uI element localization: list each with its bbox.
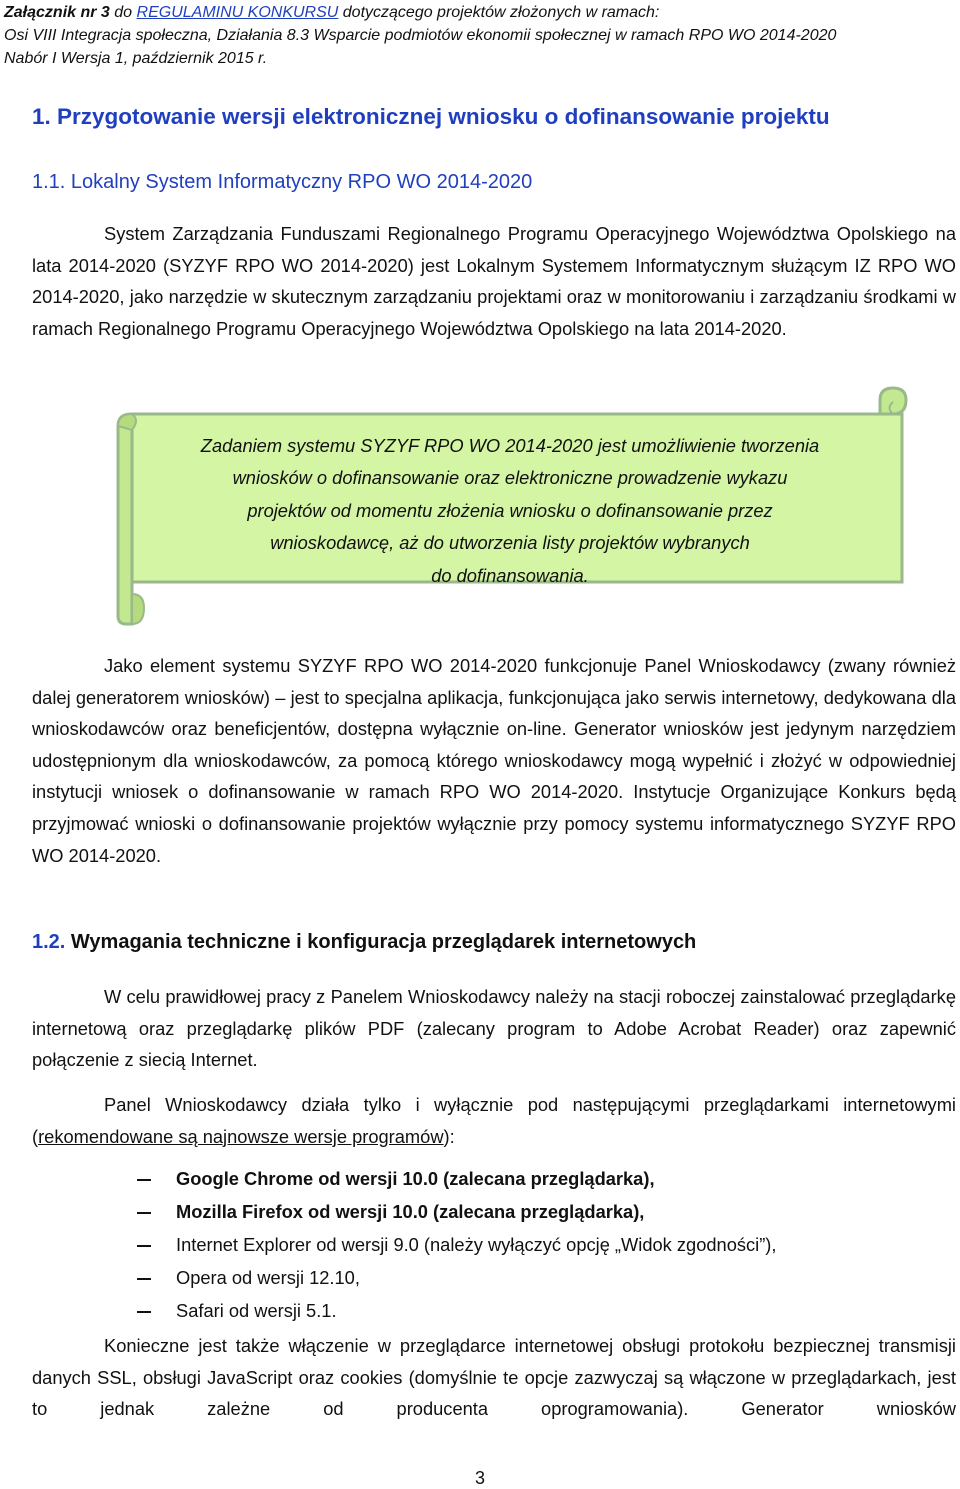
annex-label: Załącznik nr 3 xyxy=(4,4,110,21)
requirements-paragraph: W celu prawidłowej pracy z Panelem Wnioskodawcy należy na stacji roboczej zainstalować przeglądarkę internetową oraz przeglądarkę plików PDF (zalecany program to Adobe Acrobat Reader) oraz zapewnić połączenie z siecią Internet. xyxy=(32,986,956,1071)
scroll-top-curl xyxy=(880,388,906,414)
dash-bullet xyxy=(137,1278,151,1280)
page-number: 3 xyxy=(474,1468,485,1488)
scroll-callout-text: Zadaniem systemu SYZYF RPO WO 2014-2020 jest umożliwienie tworzenia wniosków o dofinansowanie oraz elektroniczne prowadzenie wykazu projektów od momentu złożenia wniosku o dofinansowanie przez wnioskodawcę, aż do utworzenia listy projektów wybranych do dofinansowania. xyxy=(200,435,820,586)
list-item: Mozilla Firefox od wersji 10.0 (zalecana przeglądarka), xyxy=(0,1197,960,1229)
dash-bullet xyxy=(137,1245,151,1247)
dash-bullet xyxy=(137,1212,151,1214)
panel-paragraph: Jako element systemu SYZYF RPO WO 2014-2020 funkcjonuje Panel Wnioskodawcy (zwany również dalej generatorem wniosków) – jest to specjalna aplikacja, funkcjonująca jako serwis internetowy, dedykowana dla wnioskodawców oraz beneficjentów, dostępna wyłącznie on-line. Generator wniosków jest jedynym narzędziem udostępnionym dla wnioskodawców, za pomocą którego wnioskodawcy mogą wypełnić i złożyć w odpowiedniej instytucji wniosek o dofinansowanie w ramach RPO WO 2014-2020. Instytucje Organizujące Konkurs będą przyjmować wnioski o dofinansowanie projektów wyłącznie przy pomocy systemu informatycznego SYZYF RPO WO 2014-2020. xyxy=(32,655,956,866)
list-item: Internet Explorer od wersji 9.0 (należy wyłączyć opcję „Widok zgodności”), xyxy=(0,1230,960,1262)
header-line-1: Załącznik nr 3 do REGULAMINU KONKURSU dotyczącego projektów złożonych w ramach: xyxy=(4,4,660,21)
regulation-link[interactable]: REGULAMINU KONKURSU xyxy=(136,4,339,21)
dash-bullet xyxy=(137,1311,151,1313)
section-1-1-paragraph: System Zarządzania Funduszami Regionalnego Programu Operacyjnego Województwa Opolskiego na lata 2014-2020 (SYZYF RPO WO 2014-2020) jest Lokalnym Systemem Informatycznym służącym IZ RPO WO 2014-2020, jako narzędzie w skutecznym zarządzaniu projektami oraz w monitorowaniu i zarządzaniu środkami w ramach Regionalnego Programu Operacyjnego Województwa Opolskiego na lata 2014-2020. xyxy=(32,223,956,339)
section-1-heading: 1. Przygotowanie wersji elektronicznej wniosku o dofinansowanie projektu xyxy=(32,104,830,129)
list-item: Google Chrome od wersji 10.0 (zalecana przeglądarka), xyxy=(0,1164,960,1196)
header-line-2: Osi VIII Integracja społeczna, Działania 8.3 Wsparcie podmiotów ekonomii społecznej w ramach RPO WO 2014-2020 xyxy=(4,27,837,44)
list-item: Safari od wersji 5.1. xyxy=(0,1296,960,1328)
list-item: Opera od wersji 12.10, xyxy=(0,1263,960,1295)
ssl-paragraph: Konieczne jest także włączenie w przeglądarce internetowej obsługi protokołu bezpiecznej transmisji danych SSL, obsługi JavaScript oraz cookies (domyślnie te opcje zazwyczaj są włączone w przeglądarkach, jest to jednak zależne od producenta oprogramowania). Generator wniosków xyxy=(32,1335,956,1420)
header-line-3: Nabór I Wersja 1, październik 2015 r. xyxy=(4,50,268,67)
browsers-intro-paragraph: Panel Wnioskodawcy działa tylko i wyłącznie pod następującymi przeglądarkami internetowymi (rekomendowane są najnowsze wersje programów): xyxy=(32,1094,956,1147)
section-1-1-heading: 1.1. Lokalny System Informatyczny RPO WO 2014-2020 xyxy=(32,171,533,193)
dash-bullet xyxy=(137,1179,151,1181)
section-1-2-heading: 1.2. Wymagania techniczne i konfiguracja przeglądarek internetowych xyxy=(32,931,697,953)
